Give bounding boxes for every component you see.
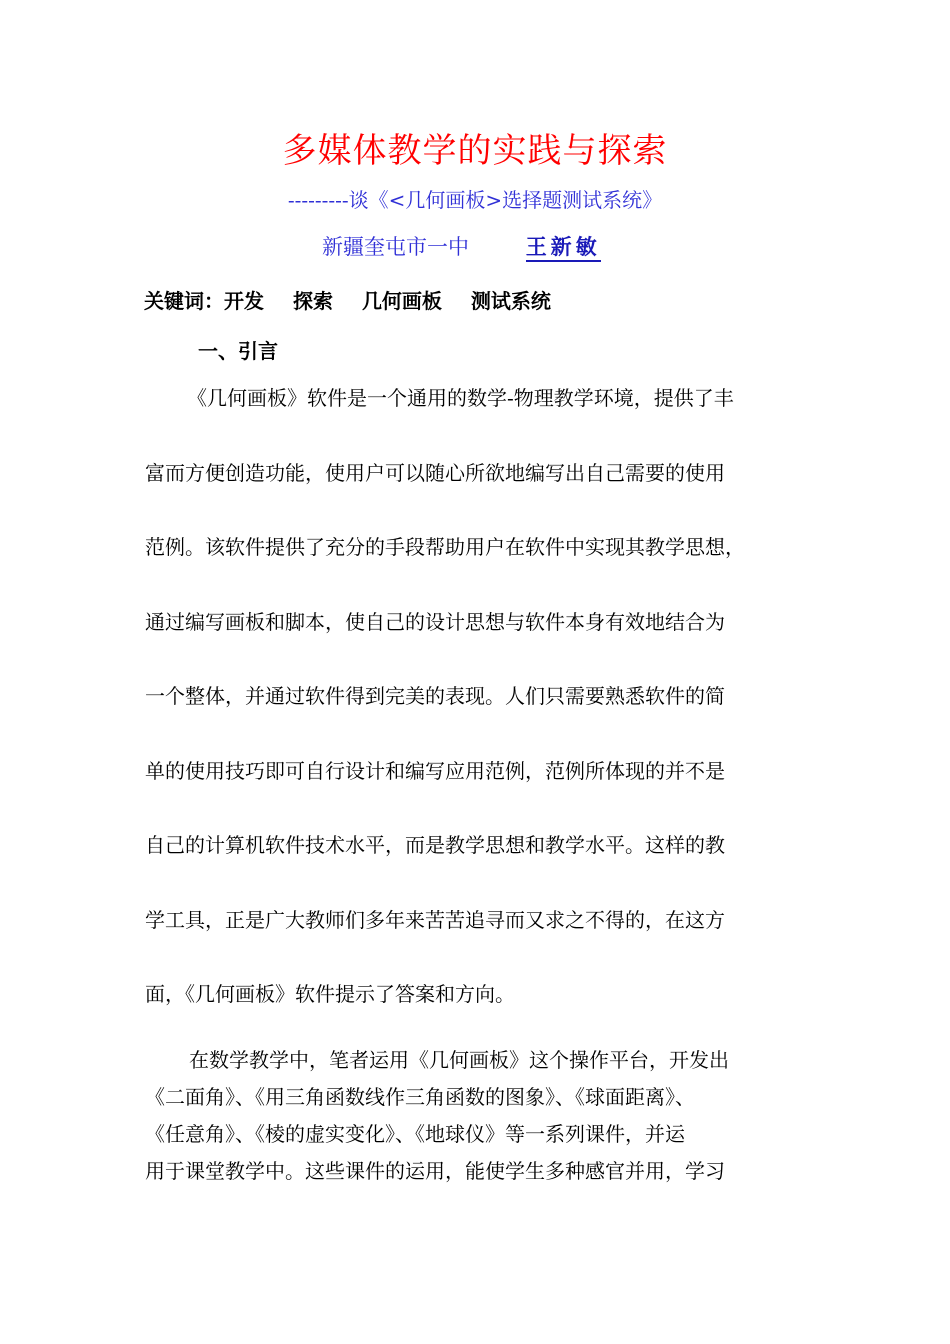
paragraph-line: 一个整体，并通过软件得到完美的表现。人们只需要熟悉软件的简 bbox=[145, 684, 725, 708]
keyword-item: 探索 bbox=[292, 289, 333, 313]
paragraph-line: 《任意角》、《棱的虚实变化》、《地球仪》等一系列课件，并运 bbox=[145, 1122, 685, 1146]
paragraph-line: 面，《几何画板》软件提示了答案和方向。 bbox=[145, 982, 515, 1006]
paragraph-courseware bbox=[145, 1044, 825, 1192]
keywords-label: 关键词：开发 bbox=[144, 289, 264, 313]
paragraph-line: 单的使用技巧即可自行设计和编写应用范例，范例所体现的并不是 bbox=[145, 758, 725, 783]
school-name: 新疆奎屯市一中 bbox=[322, 235, 469, 259]
document-title: 多媒体教学的实践与探索 bbox=[282, 131, 668, 171]
paragraph-line: 范例。该软件提供了充分的手段帮助用户在软件中实现其教学思想， bbox=[145, 535, 745, 559]
author-name: 王新敏 bbox=[526, 234, 601, 262]
document-subtitle: ---------谈《<几何画板>选择题测试系统》 bbox=[287, 188, 663, 212]
paragraph-line: 《二面角》、《用三角函数线作三角函数的图象》、《球面距离》、 bbox=[145, 1085, 695, 1109]
paragraph-line: 富而方便创造功能，使用户可以随心所欲地编写出自己需要的使用 bbox=[145, 460, 725, 485]
paragraph-introduction bbox=[145, 382, 825, 1053]
keyword-item: 几何画板 bbox=[361, 289, 442, 313]
section-heading: 一、引言 bbox=[198, 339, 278, 363]
paragraph-line: 自己的计算机软件技术水平，而是教学思想和教学水平。这样的教 bbox=[145, 833, 725, 857]
keywords-line bbox=[144, 286, 573, 316]
author-line bbox=[322, 232, 601, 262]
paragraph-line: 学工具，正是广大教师们多年来苦苦追寻而又求之不得的，在这方 bbox=[145, 907, 725, 932]
paragraph-line: 《几何画板》软件是一个通用的数学-物理教学环境，提供了丰 bbox=[187, 386, 734, 410]
paragraph-line: 通过编写画板和脚本，使自己的设计思想与软件本身有效地结合为 bbox=[145, 609, 725, 634]
paragraph-line: 在数学教学中，笔者运用《几何画板》这个操作平台，开发出 bbox=[189, 1048, 729, 1072]
paragraph-line: 用于课堂教学中。这些课件的运用，能使学生多种感官并用，学习 bbox=[145, 1159, 725, 1183]
keyword-item: 测试系统 bbox=[470, 289, 551, 313]
